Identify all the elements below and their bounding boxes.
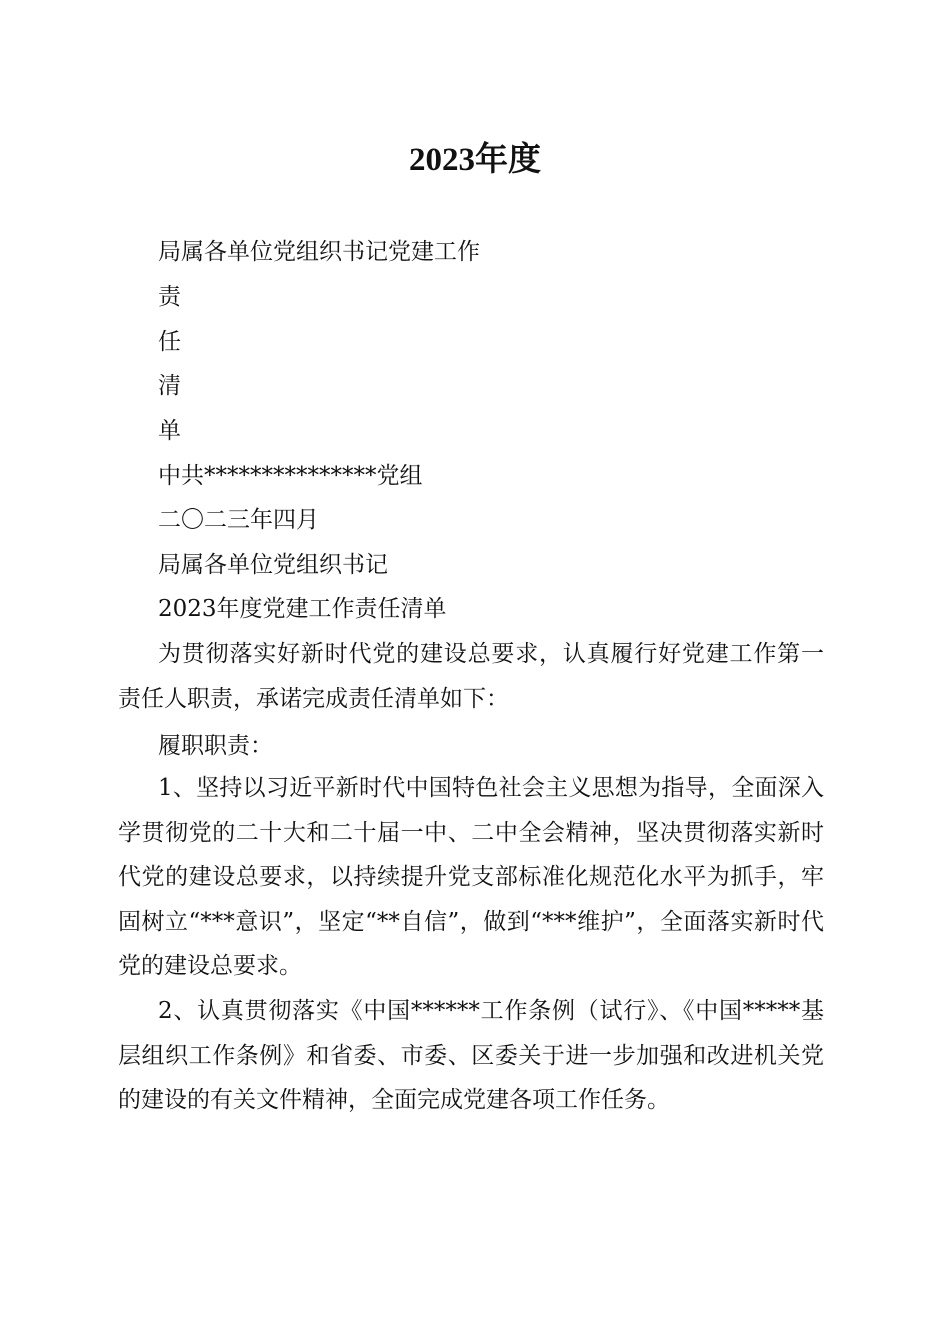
subtitle-line-2: 2023年度党建工作责任清单 <box>158 596 447 622</box>
cover-line-issuer: 中共***************党组 <box>158 463 423 489</box>
subtitle-line-1: 局属各单位党组织书记 <box>158 552 388 578</box>
duty-item-2: 2、认真贯彻落实《中国******工作条例（试行》、《中国*****基层组织工作条例》和省委、市委、区委关于进一步加强和改进机关党的建设的有关文件精神，全面完成党建各项工作任务。 <box>118 998 824 1113</box>
duties-heading: 履职职责： <box>158 733 273 759</box>
cover-line-char-ren: 任 <box>158 329 181 355</box>
duty-item-1: 1、坚持以习近平新时代中国特色社会主义思想为指导，全面深入学贯彻党的二十大和二十届一中、二中全会精神，坚决贯彻落实新时代党的建设总要求，以持续提升党支部标准化规范化水平为抓手，牢固树立“***意识”，坚定“**自信”，做到“***维护”，全面落实新时代党的建设总要求。 <box>118 775 824 979</box>
intro-paragraph: 为贯彻落实好新时代党的建设总要求，认真履行好党建工作第一责任人职责，承诺完成责任清单如下： <box>118 641 824 712</box>
cover-line-date: 二〇二三年四月 <box>158 507 319 533</box>
cover-line-heading: 局属各单位党组织书记党建工作 <box>158 239 480 265</box>
document-title: 2023年度 <box>409 142 541 178</box>
cover-line-char-ze: 责 <box>158 284 181 310</box>
cover-line-char-dan: 单 <box>158 418 181 444</box>
cover-line-char-qing: 清 <box>158 373 181 399</box>
